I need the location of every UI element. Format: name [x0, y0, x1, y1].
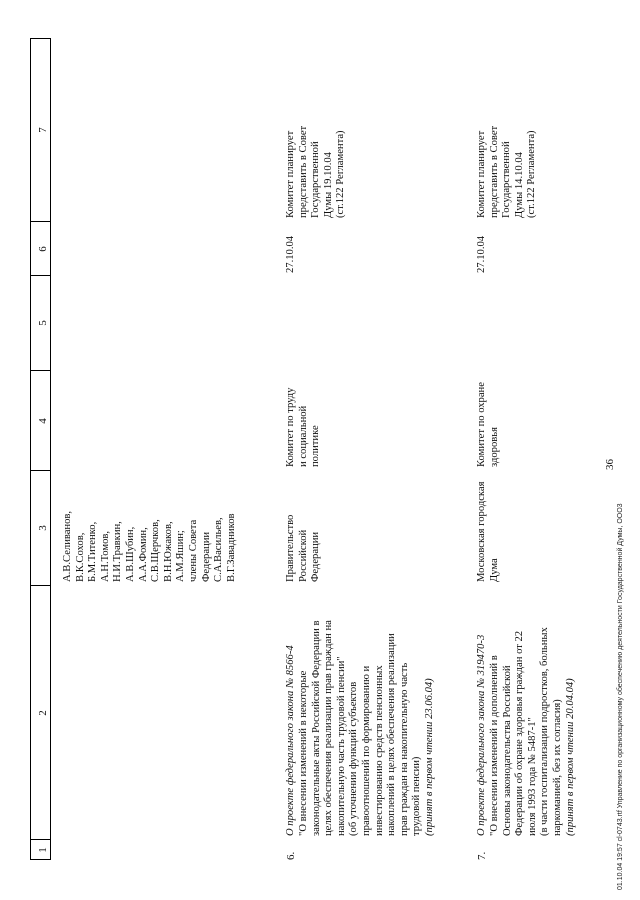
initiator: Московская городская Дума	[476, 481, 500, 582]
bill-description: "О внесении изменений в некоторые законодательные акты Российской Федерации в целях обеспечения реализации прав граждан на накопительную часть трудовой пенсии" (об уточнении функций субъектов правоотношений по формированию и инвестированию средств пенсионных накоплений в целях обеспечения реализации прав граждан на накопительную часть трудовой пенсии)	[298, 620, 423, 836]
header-divider-3	[30, 470, 50, 471]
header-divider-5	[30, 275, 50, 276]
initiator: Правительство Российской Федерации	[285, 514, 322, 582]
page-number: 36	[604, 459, 616, 470]
header-divider-2	[30, 585, 50, 586]
header-divider-4	[30, 370, 50, 371]
reading-note: (принят в первом чтении 23.06.04)	[424, 678, 435, 836]
date: 27.10.04	[285, 235, 296, 273]
column-number-2: 2	[37, 710, 49, 716]
column-number-3: 3	[37, 525, 49, 531]
reading-note: (принят в первом чтении 20.04.04)	[565, 678, 576, 836]
bill-title: О проекте федерального закона № 319470-3	[476, 634, 487, 836]
header-divider-7	[30, 38, 50, 39]
committee: Комитет по труду и социальной политике	[285, 387, 322, 467]
footer-note: 01.10.04 19:57 cl-0743.rtf Управление по организационному обеспечению деятельности Государственной Думы, ООО3	[617, 503, 624, 890]
date: 27.10.04	[476, 235, 487, 273]
bill-title: О проекте федерального закона № 8566-4	[285, 645, 296, 836]
row-number: 6.	[285, 851, 297, 860]
column-number-7: 7	[37, 127, 49, 133]
header-bottom-border	[50, 38, 51, 860]
column-number-1: 1	[37, 847, 49, 853]
row-number: 7.	[476, 851, 488, 860]
column-number-4: 4	[37, 418, 49, 424]
column-number-5: 5	[37, 320, 49, 326]
header-top-border	[30, 38, 31, 860]
remark: Комитет планирует представить в Совет Государственной Думы 19.10.04 (ст.122 Регламента)	[285, 125, 347, 218]
committee: Комитет по охране здоровья	[476, 382, 500, 467]
bill-description: "О внесении изменений и дополнений в Основы законодательства Российской Федерации об охране здоровья граждан от 22 июля 1993 года № 5487-1" (в части госпитализации подростков, больных наркоманией, без их согласия)	[489, 627, 563, 836]
continued-initiators: А.В.Селиванов, В.К.Сохов, Б.М.Титенко, А.Н.Томов, Н.И.Травкин, А.В.Шубин, А.А.Фомин, С.В.Щерчков, В.Н.Южаков, А.М.Яшин; члены Совета Федерации С.А.Васильев, В.Г.Завадников	[62, 510, 237, 582]
header-divider-6	[30, 221, 50, 222]
remark: Комитет планирует представить в Совет Государственной Думы 14.10.04 (ст.122 Регламента)	[476, 125, 538, 218]
column-number-6: 6	[37, 246, 49, 252]
